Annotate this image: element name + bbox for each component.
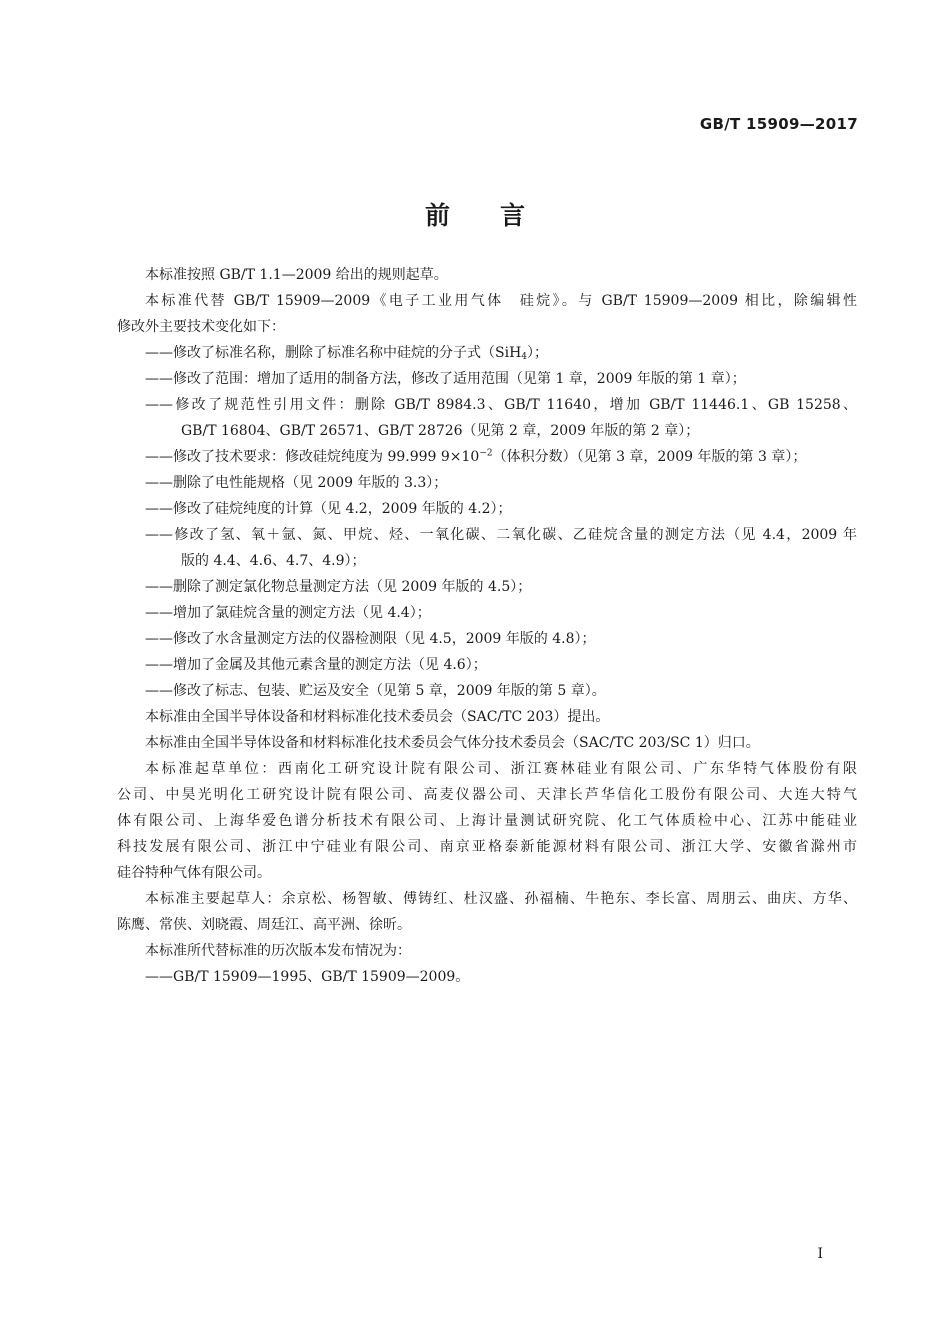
history-item: ——GB/T 15909—1995、GB/T 15909—2009。 [145, 969, 470, 985]
paragraph-drafting-units-cont: 体有限公司、上海华爱色谱分析技术有限公司、上海计量测试研究院、化工气体质检中心、江苏中能硅业 [117, 813, 857, 829]
paragraph-history-intro: 本标准所代替标准的历次版本发布情况为： [145, 943, 411, 959]
change-item: ——增加了金属及其他元素含量的测定方法（见 4.6）； [145, 657, 487, 673]
paragraph-replaces-line-1: 本标准代替 GB/T 15909—2009《电子工业用气体 硅烷》。与 GB/T 15909—2009 相比，除编辑性 [145, 293, 857, 309]
paragraph-proposed-by: 本标准由全国半导体设备和材料标准化技术委员会（SAC/TC 203）提出。 [145, 709, 610, 725]
change-item-continuation: GB/T 16804、GB/T 26571、GB/T 28726（见第 2 章，2009 年版的第 2 章）； [181, 423, 700, 439]
page-title: 前言 [424, 201, 575, 230]
paragraph-replaces-line-2: 修改外主要技术变化如下： [117, 319, 285, 335]
document-body [117, 262, 857, 990]
change-item: ——修改了范围：增加了适用的制备方法，修改了适用范围（见第 1 章，2009 年版的第 1 章）； [145, 371, 746, 387]
change-item-continuation: 版的 4.4、4.6、4.7、4.9）； [181, 553, 366, 569]
change-item: ——修改了标准名称，删除了标准名称中硅烷的分子式（SiH$_4$）； [145, 345, 549, 362]
paragraph-drafting-rules: 本标准按照 GB/T 1.1—2009 给出的规则起草。 [145, 267, 448, 283]
paragraph-drafters: 本标准主要起草人：余京松、杨智敏、傅铸红、杜汉盛、孙福楠、牛艳东、李长富、周朋云、曲庆、方华、 [145, 891, 857, 907]
page-number: I [817, 1246, 823, 1262]
change-item: ——修改了氢、氧＋氩、氮、甲烷、烃、一氧化碳、二氧化碳、乙硅烷含量的测定方法（见 4.4，2009 年 [145, 527, 857, 543]
change-item: ——修改了技术要求：修改硅烷纯度为 99.999 $9\times 10^{-2}$（体积分数）（见第 3 章，2009 年版的第 3 章）； [145, 448, 807, 465]
change-item: ——增加了氯硅烷含量的测定方法（见 4.4）； [145, 605, 431, 621]
paragraph-drafters-cont: 陈鹰、常侠、刘晓霞、周廷江、高平洲、徐昕。 [117, 917, 411, 933]
change-item: ——删除了测定氯化物总量测定方法（见 2009 年版的 4.5）； [145, 579, 532, 595]
change-item: ——修改了规范性引用文件：删除 GB/T 8984.3、GB/T 11640，增加 GB/T 11446.1、GB 15258、 [145, 397, 857, 413]
change-item: ——删除了电性能规格（见 2009 年版的 3.3）； [145, 475, 448, 491]
paragraph-drafting-units-cont: 科技发展有限公司、浙江中宁硅业有限公司、南京亚格泰新能源材料有限公司、浙江大学、安徽省滁州市 [117, 839, 857, 855]
standard-code: GB/T 15909—2017 [699, 115, 858, 133]
change-item: ——修改了硅烷纯度的计算（见 4.2，2009 年版的 4.2）； [145, 501, 512, 517]
paragraph-under-jurisdiction: 本标准由全国半导体设备和材料标准化技术委员会气体分技术委员会（SAC/TC 203/SC 1）归口。 [145, 735, 760, 751]
change-item: ——修改了水含量测定方法的仪器检测限（见 4.5，2009 年版的 4.8）； [145, 631, 596, 647]
paragraph-drafting-units: 本标准起草单位：西南化工研究设计院有限公司、浙江赛林硅业有限公司、广东华特气体股份有限 [145, 761, 857, 777]
paragraph-drafting-units-cont: 公司、中昊光明化工研究设计院有限公司、高麦仪器公司、天津长芦华信化工股份有限公司、大连大特气 [117, 787, 857, 803]
paragraph-drafting-units-cont: 硅谷特种气体有限公司。 [117, 865, 271, 881]
change-item: ——修改了标志、包装、贮运及安全（见第 5 章，2009 年版的第 5 章）。 [145, 683, 606, 699]
